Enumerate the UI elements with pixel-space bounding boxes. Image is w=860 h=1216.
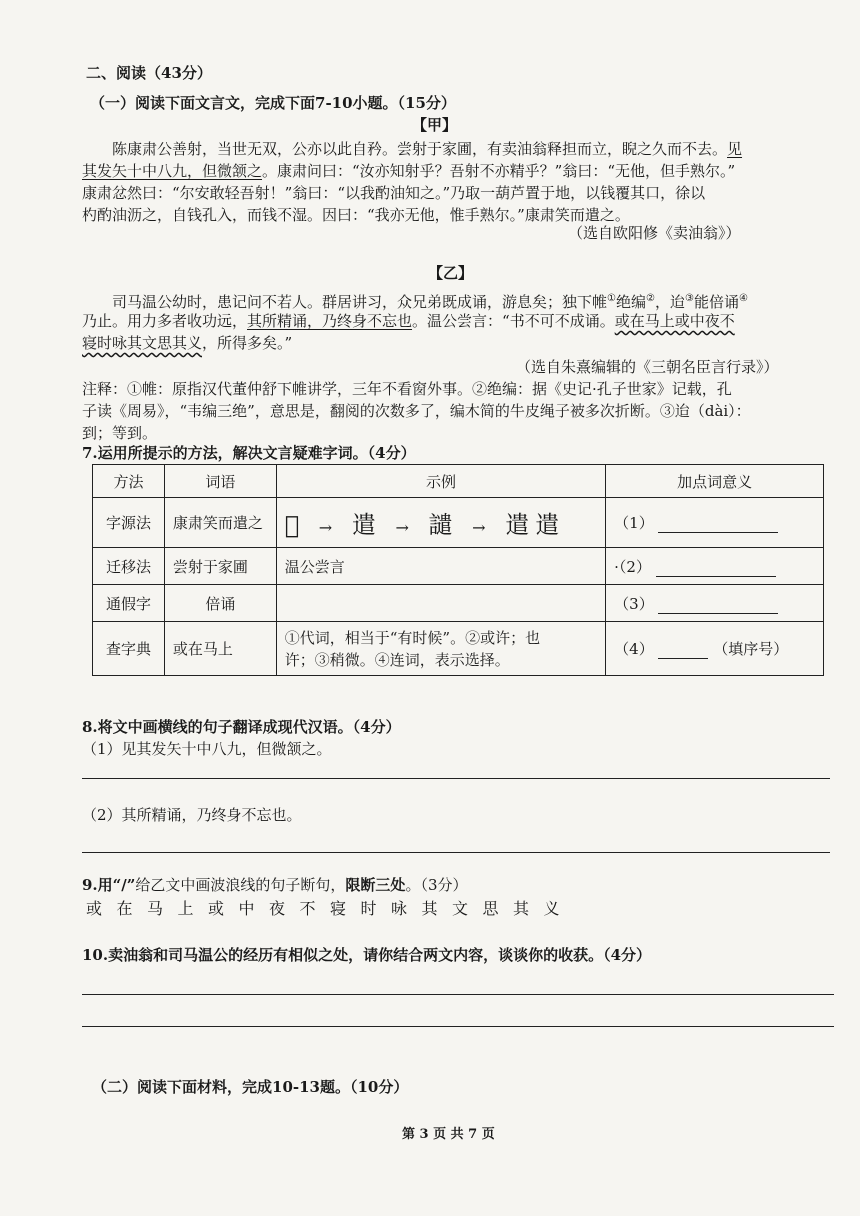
table-row	[93, 548, 824, 585]
note-mark-4: ④	[738, 293, 748, 304]
yi-underlined-sentence: 其所精诵，乃终身不忘也	[247, 312, 413, 330]
jia-line-3: 康肃忿然曰：“尔安敢轻吾射！”翁曰：“以我酌油知之。”乃取一葫芦置于地，以钱覆其口，徐以	[82, 184, 706, 202]
note-mark-1: ①	[607, 293, 616, 304]
jia-text: 。康肃问曰：“汝亦知射乎？吾射不亦精乎？”翁曰：“无他，但手熟尔。”	[262, 162, 736, 180]
yi-text: 司马温公幼时，患记问不若人。群居讲习，众兄弟既成诵，游息矣；独下帷	[112, 293, 608, 311]
table-row	[93, 498, 824, 548]
q8-sentence-1: （1）见其发矢十中八九，但微颔之。	[82, 740, 332, 758]
answer-line[interactable]	[82, 994, 834, 995]
header-example: 示例	[276, 465, 605, 498]
method-cell: 通假字	[93, 585, 165, 622]
q9-title-text: 。（3分）	[405, 876, 468, 894]
jia-text: 陈康肃公善射，当世无双，公亦以此自矜。尝射于家圃，有卖油翁释担而立，睨之久而不去。	[112, 140, 728, 158]
notes-line-1: 注释：①帷：原指汉代董仲舒下帷讲学，三年不看窗外事。②绝编：据《史记·孔子世家》记载，孔	[82, 380, 732, 398]
method-cell: 迁移法	[93, 548, 165, 585]
example-cell: 温公尝言	[276, 548, 605, 585]
q9-title-text: 9.用	[82, 876, 113, 894]
answer-label: ·（2）	[614, 557, 651, 576]
answer-label: （3）	[614, 594, 654, 613]
yi-line-3	[82, 332, 292, 354]
part1-title: （一）阅读下面文言文，完成下面7-10小题。（15分）	[90, 94, 456, 112]
answer-cell	[606, 585, 824, 622]
answer-cell	[606, 622, 824, 676]
arrow-icon: →	[472, 518, 492, 537]
part2-title: （二）阅读下面材料，完成10-13题。（10分）	[92, 1078, 409, 1096]
yi-wavy-sentence-end: 寝时咏其文思其义	[82, 334, 203, 352]
header-meaning: 加点词意义	[606, 465, 824, 498]
glyph-clerical: 遣	[505, 511, 536, 539]
yi-title: 【乙】	[428, 264, 474, 282]
q8-sentence-2: （2）其所精诵，乃终身不忘也。	[82, 806, 302, 824]
note-mark-2: ②	[646, 293, 655, 304]
q9-limit-text: 限断三处	[345, 876, 406, 894]
example-cell	[276, 585, 605, 622]
example-cell	[276, 622, 605, 676]
table-row	[93, 622, 824, 676]
answer-blank-3[interactable]	[658, 599, 778, 614]
answer-line[interactable]	[82, 852, 830, 853]
dictionary-line-1: ①代词，相当于“有时候”。②或许；也	[284, 628, 541, 647]
yi-text: 绝编	[615, 293, 646, 311]
method-cell: 字源法	[93, 498, 165, 548]
arrow-icon: →	[395, 518, 415, 537]
yi-source: （选自朱熹编辑的《三朝名臣言行录》）	[516, 358, 779, 376]
jia-line-1	[112, 138, 742, 160]
section-title: 二、阅读（43分）	[86, 64, 212, 82]
q9-title	[82, 874, 467, 896]
answer-cell	[606, 498, 824, 548]
glyph-oracle: 𢍉	[284, 511, 306, 539]
header-method: 方法	[93, 465, 165, 498]
yi-wavy-sentence-start: 或在马上或中夜不	[614, 312, 735, 330]
answer-line[interactable]	[82, 778, 830, 779]
answer-blank-1[interactable]	[658, 518, 778, 533]
answer-line[interactable]	[82, 1026, 834, 1027]
q10-title: 10.卖油翁和司马温公的经历有相似之处，请你结合两文内容，谈谈你的收获。（4分）	[82, 946, 652, 964]
yi-text: 乃止。用力多者收功远，	[82, 312, 248, 330]
arrow-icon: →	[318, 518, 339, 537]
yi-text: ，所得多矣。”	[202, 334, 293, 352]
header-word: 词语	[164, 465, 276, 498]
yi-text: 。温公尝言：“书不可不成诵。	[412, 312, 615, 330]
table-header-row	[93, 465, 824, 498]
answer-note: （填序号）	[713, 640, 789, 658]
jia-title: 【甲】	[412, 116, 458, 134]
dictionary-line-2: 许；③稍微。④连词，表示选择。	[284, 650, 510, 669]
yi-text: ，迨	[654, 293, 685, 311]
q8-title: 8.将文中画横线的句子翻译成现代汉语。（4分）	[82, 718, 401, 736]
q7-title: 7.运用所提示的方法，解决文言疑难字词。（4分）	[82, 444, 416, 462]
q9-sentence: 或在马上或中夜不寝时咏其文思其义	[86, 899, 575, 918]
q9-title-text: 给乙文中画波浪线的句子断句，	[135, 876, 346, 894]
yi-text: 能倍诵	[693, 293, 739, 311]
jia-line-4: 杓酌油沥之，自钱孔入，而钱不湿。因曰：“我亦无他，惟手熟尔。”康肃笑而遣之。	[82, 206, 630, 224]
answer-label: （4）	[614, 640, 654, 658]
answer-blank-2[interactable]	[656, 562, 776, 577]
jia-underlined-sentence: 其发矢十中八九，但微颔之	[82, 162, 263, 180]
method-cell: 查字典	[93, 622, 165, 676]
q9-slash-mark: “/”	[112, 876, 136, 894]
answer-cell	[606, 548, 824, 585]
notes-line-2: 子读《周易》，“韦编三绝”，意思是，翻阅的次数多了，编木简的牛皮绳子被多次折断。③迨（dài）：	[82, 402, 751, 420]
note-mark-3: ③	[684, 293, 694, 304]
glyph-regular: 遣	[535, 511, 566, 539]
yi-line-2	[82, 310, 735, 332]
word-cell: 康肃笑而遣之	[164, 498, 276, 548]
glyph-seal: 譴	[428, 511, 459, 539]
answer-blank-4[interactable]	[658, 644, 708, 659]
q7-table	[92, 464, 824, 676]
word-cell: 尝射于家圃	[164, 548, 276, 585]
table-row	[93, 585, 824, 622]
jia-underlined-start: 见	[727, 140, 743, 158]
page-footer: 第 3 页 共 7 页	[402, 1127, 495, 1142]
word-cell: 或在马上	[164, 622, 276, 676]
word-cell: 倍诵	[164, 585, 276, 622]
notes-line-3: 到；等到。	[82, 424, 158, 442]
jia-line-2	[82, 160, 735, 182]
example-glyphs-cell	[276, 498, 605, 548]
jia-source: （选自欧阳修《卖油翁》）	[568, 224, 741, 242]
glyph-bronze: 遣	[351, 511, 382, 539]
answer-label: （1）	[614, 514, 654, 532]
